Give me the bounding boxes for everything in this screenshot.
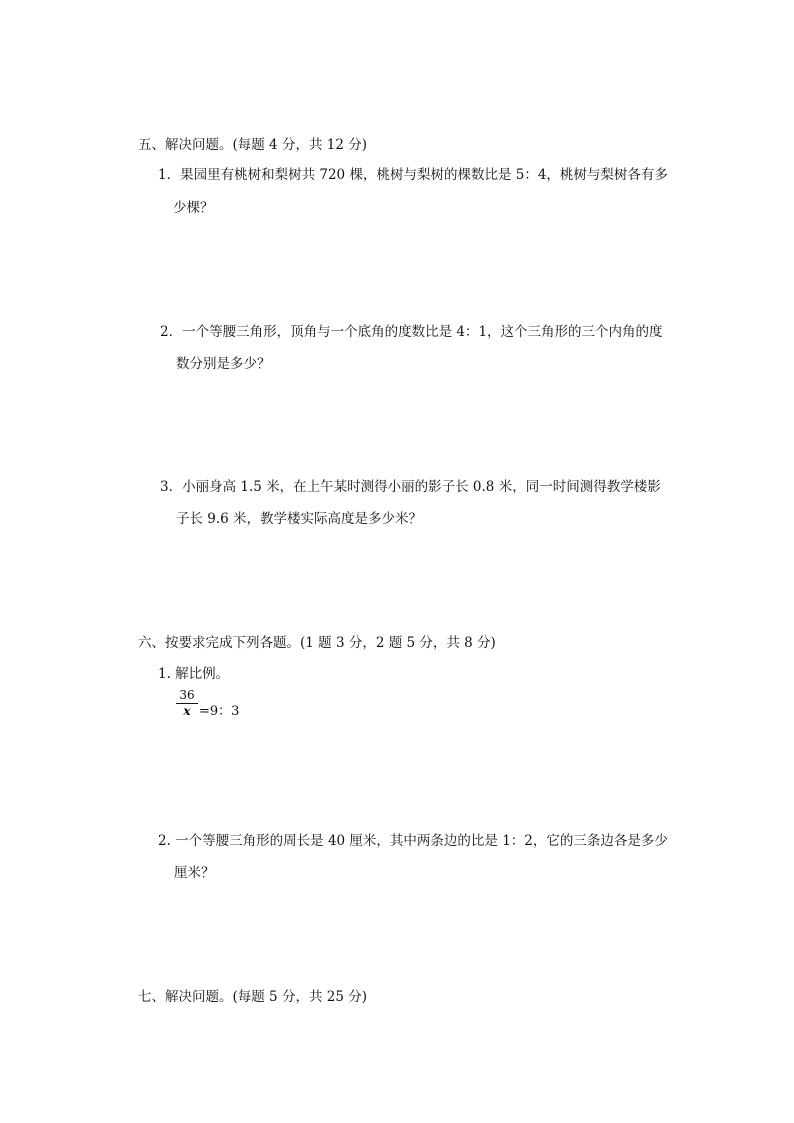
question-6-2-line-2: 厘米？ xyxy=(174,865,215,881)
proportion-right-side: =9：3 xyxy=(199,704,240,719)
proportion-fraction xyxy=(176,688,198,717)
fraction-numerator: 36 xyxy=(179,688,195,702)
question-6-2-line-1: 2. 一个等腰三角形的周长是 40 厘米，其中两条边的比是 1：2，它的三条边各是多少 xyxy=(158,833,668,849)
question-5-1-line-1: 1．果园里有桃树和梨树共 720 棵，桃树与梨树的棵数比是 5：4，桃树与梨树各有多 xyxy=(158,167,668,183)
question-5-2-line-2: 数分别是多少？ xyxy=(176,356,271,372)
question-6-1-label: 1. 解比例。 xyxy=(158,666,230,682)
question-5-3-line-2: 子长 9.6 米，教学楼实际高度是多少米？ xyxy=(176,511,423,527)
section-5-heading: 五、解决问题。(每题 4 分，共 12 分) xyxy=(138,137,367,153)
question-5-3-line-1: 3．小丽身高 1.5 米，在上午某时测得小丽的影子长 0.8 米，同一时间测得教学楼影 xyxy=(160,479,661,495)
section-6-heading: 六、按要求完成下列各题。(1 题 3 分，2 题 5 分，共 8 分) xyxy=(138,635,496,651)
question-5-2-line-1: 2．一个等腰三角形，顶角与一个底角的度数比是 4：1，这个三角形的三个内角的度 xyxy=(160,324,663,340)
fraction-denominator: x xyxy=(183,704,191,718)
section-7-heading: 七、解决问题。(每题 5 分，共 25 分) xyxy=(138,989,367,1005)
question-5-1-line-2: 少棵？ xyxy=(173,200,214,216)
